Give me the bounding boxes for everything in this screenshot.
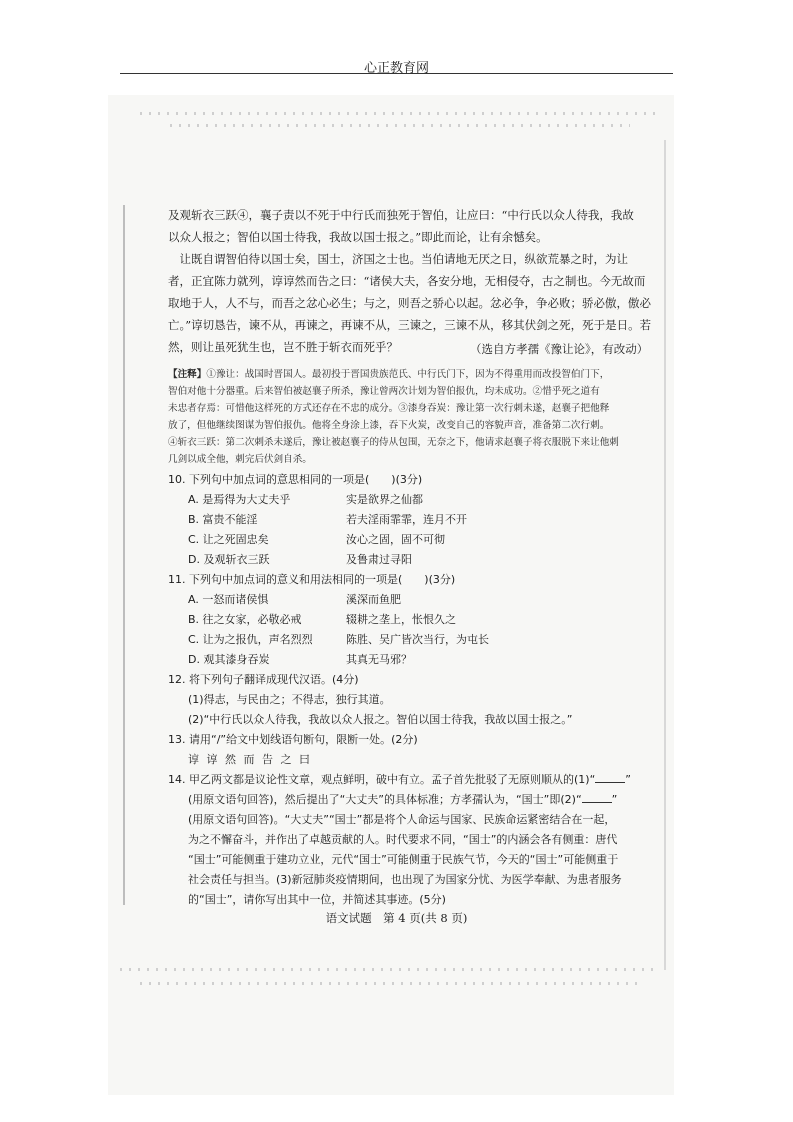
q11-option-c-right: 陈胜、吴广皆次当行，为屯长 — [346, 633, 489, 646]
site-header: 心正教育网 — [363, 61, 429, 76]
q10-option-b-right: 若夫淫雨霏霏，连月不开 — [346, 513, 467, 526]
q11-option-b-right: 辍耕之垄上，怅恨久之 — [346, 613, 456, 626]
header-rule — [120, 73, 673, 74]
note-line-2: 智伯对他十分器重。后来智伯被赵襄子所杀，豫让曾两次计划为智伯报仇，均未成功。②惜乎死之道有 — [168, 386, 600, 397]
q14-line-5: “国士”可能侧重于建功立业，元代“国士”可能侧重于民族气节，今天的“国士”可能侧重于 — [188, 853, 619, 866]
q14-line-1-text: 14. 甲乙两文都是议论性文章，观点鲜明，破中有立。孟子首先批驳了无原则顺从的(1)“ — [168, 773, 596, 786]
passage-line-4: 者，正宜陈力就列，谆谆然而告之曰：“诸侯大夫，各安分地，无相侵夺，古之制也。今无故而 — [168, 274, 646, 288]
q10-option-a-right: 实是欲界之仙都 — [346, 493, 423, 506]
q11-option-a-left: A. 一怒而诸侯惧 — [188, 593, 269, 606]
note-line-3: 未忠者存焉：可惜他这样死的方式还存在不忠的成分。③漆身吞炭：豫让第一次行刺未遂，赵襄子把他释 — [168, 403, 610, 414]
scan-speckle-bottom — [120, 968, 660, 971]
passage-line-2: 以众人报之；智伯以国士待我，我故以国士报之。”即此而论，让有余憾矣。 — [168, 230, 548, 244]
q14-line-7: 的“国士”，请你写出其中一位，并简述其事迹。(5分) — [188, 893, 446, 906]
q14-answer-blank-1[interactable] — [595, 771, 625, 783]
note-line-5: ④斩衣三跃：第二次刺杀未遂后，豫让被赵襄子的侍从包围，无奈之下，他请求赵襄子将衣服脱下来让他刺 — [168, 437, 619, 448]
note-label: 【注释】 — [168, 369, 207, 380]
q14-line-4: 为之不懈奋斗，并作出了卓越贡献的人。时代要求不同，“国士”的内涵会各有侧重：唐代 — [188, 833, 618, 846]
q10-option-a-left: A. 是焉得为大丈夫乎 — [188, 493, 291, 506]
q13-sentence: 谆 谆 然 而 告 之 曰 — [188, 753, 312, 766]
q12-stem: 12. 将下列句子翻译成现代汉语。(4分) — [168, 673, 359, 686]
note-text: ①豫让：战国时晋国人。最初投于晋国贵族范氏、中行氏门下，因为不得重用而改投智伯门下， — [206, 369, 610, 380]
fold-edge — [123, 205, 125, 905]
q12-item-2: (2)“中行氏以众人待我，我故以众人报之。智伯以国士待我，我故以国士报之。” — [188, 713, 573, 726]
page-footer: 语文试题 第 4 页(共 8 页) — [325, 911, 468, 925]
q10-option-c-right: 汝心之固，固不可彻 — [346, 533, 445, 546]
q10-option-b-left: B. 富贵不能淫 — [188, 513, 258, 526]
q12-item-1: (1)得志，与民由之；不得志，独行其道。 — [188, 693, 391, 706]
q10-option-d-left: D. 及观斩衣三跃 — [188, 553, 270, 566]
note-line-1 — [168, 366, 609, 383]
q11-option-b-left: B. 往之女家，必敬必戒 — [188, 613, 302, 626]
passage-source: （选自方孝孺《豫让论》，有改动） — [470, 342, 649, 356]
q11-option-d-left: D. 观其漆身吞炭 — [188, 653, 270, 666]
q11-option-a-right: 溪深而鱼肥 — [346, 593, 401, 606]
q14-line-2-text: (用原文语句回答)，然后提出了“大丈夫”的具体标准；方孝孺认为，“国士”即(2)“ — [188, 793, 582, 806]
note-line-4: 放了，但他继续图谋为智伯报仇。他将全身涂上漆，吞下火炭，改变自己的容貌声音，准备第二次行刺。 — [168, 420, 610, 431]
q10-stem: 10. 下列句中加点词的意思相同的一项是( )(3分) — [168, 473, 423, 486]
passage-line-1: 及观斩衣三跃④，襄子责以不死于中行氏而独死于智伯，让应曰：“中行氏以众人待我，我故 — [168, 208, 634, 222]
note-line-6: 几剑以成全他，刺完后伏剑自杀。 — [168, 454, 312, 465]
page-right-edge — [664, 140, 666, 970]
passage-line-5: 取地于人，人不与，而吾之忿心必生；与之，则吾之骄心以起。忿必争，争必败；骄必傲，傲必 — [168, 296, 651, 310]
q14-line-3: (用原文语句回答)。“大丈夫”“国士”都是将个人命运与国家、民族命运紧密结合在一起， — [188, 813, 616, 826]
q11-option-c-left: C. 让为之报仇，声名烈烈 — [188, 633, 313, 646]
q14-line-6: 社会责任与担当。(3)新冠肺炎疫情期间，也出现了为国家分忧、为医学奉献、为患者服务 — [188, 873, 622, 886]
q14-line-2: (用原文语句回答)，然后提出了“大丈夫”的具体标准；方孝孺认为，“国士”即(2)“ ” — [188, 793, 618, 806]
q14-line-1: 14. 甲乙两文都是议论性文章，观点鲜明，破中有立。孟子首先批驳了无原则顺从的(1)“ ” — [168, 773, 631, 786]
scan-speckle-bottom-2 — [140, 982, 640, 985]
q14-answer-blank-2[interactable] — [582, 791, 612, 803]
passage-line-7: 然，则让虽死犹生也，岂不胜于斩衣而死乎？ — [168, 340, 398, 354]
passage-line-3: 让既自谓智伯待以国士矣，国士，济国之士也。当伯请地无厌之日，纵欲荒暴之时，为让 — [168, 252, 628, 266]
q10-option-c-left: C. 让之死固忠矣 — [188, 533, 269, 546]
scan-speckle-top — [140, 112, 660, 115]
passage-line-6: 亡。”谆切恳告，谏不从，再谏之，再谏不从，三谏之，三谏不从，移其伏剑之死，死于是日。若 — [168, 318, 652, 332]
scan-speckle-top-2 — [170, 124, 630, 127]
q13-stem: 13. 请用“/”给文中划线语句断句，限断一处。(2分) — [168, 733, 418, 746]
q11-stem: 11. 下列句中加点词的意义和用法相同的一项是( )(3分) — [168, 573, 456, 586]
q11-option-d-right: 其真无马邪？ — [346, 653, 412, 666]
q10-option-d-right: 及鲁肃过寻阳 — [346, 553, 412, 566]
